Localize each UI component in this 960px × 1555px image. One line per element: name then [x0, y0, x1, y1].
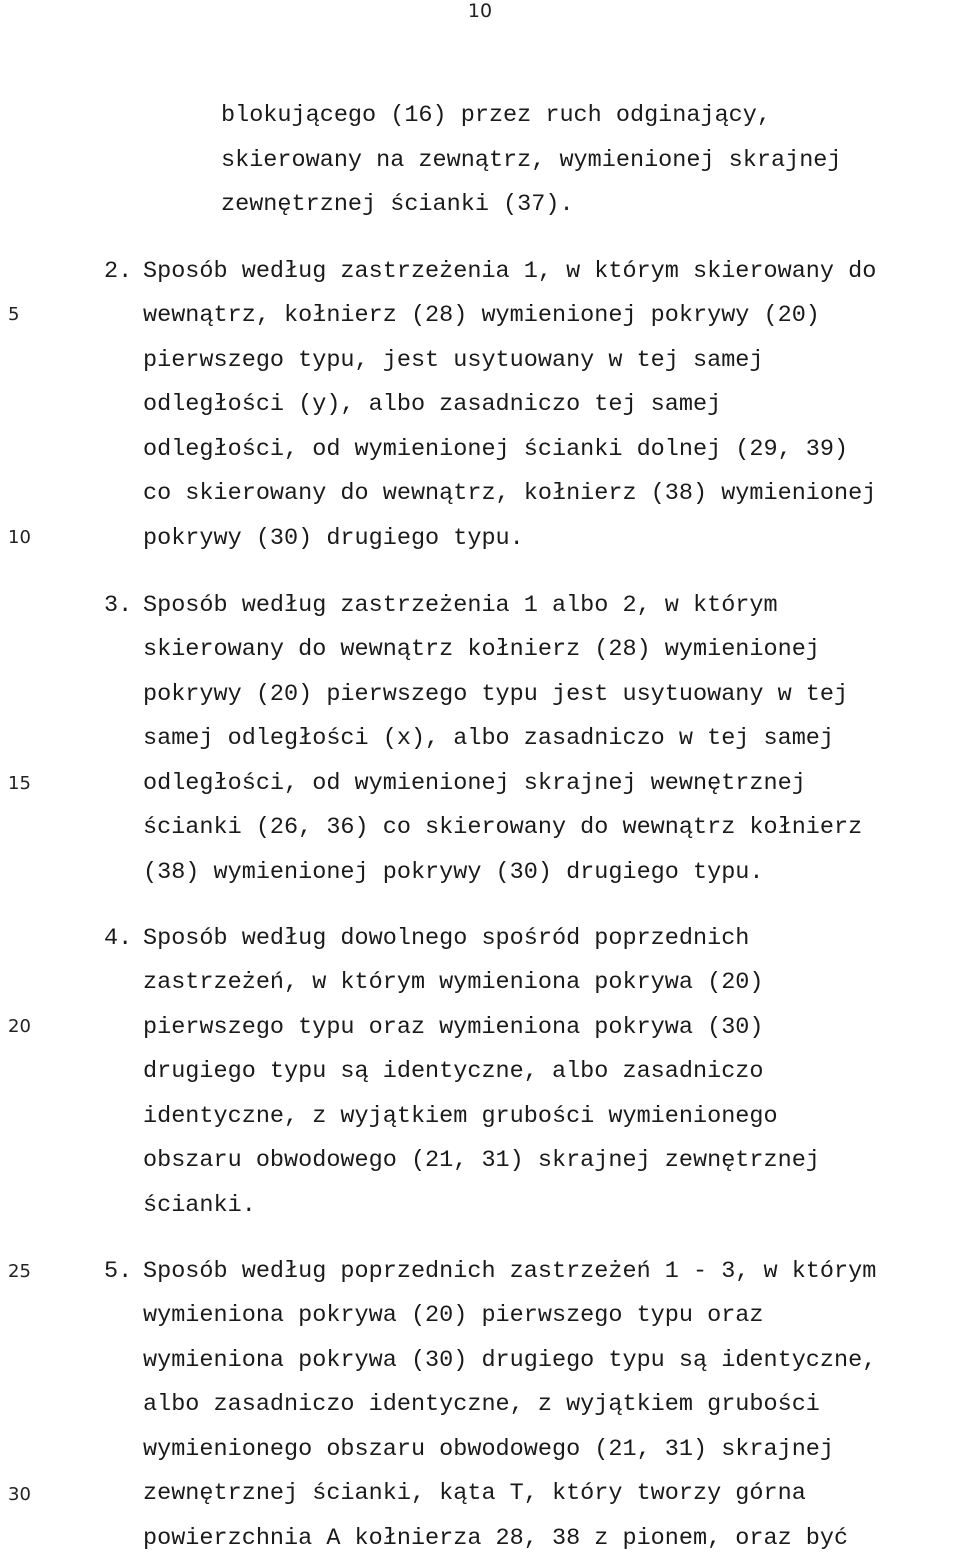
text-line: powierzchnia A kołnierza 28, 38 z pionem, oraz być — [143, 1525, 849, 1552]
text-line: blokującego (16) przez ruch odginający, — [221, 102, 771, 129]
text-line: Sposób według poprzednich zastrzeżeń 1 - 3, w którym — [143, 1258, 877, 1285]
claim-number: 5. — [104, 1258, 133, 1285]
claim-number: 2. — [104, 258, 133, 285]
text-line: zewnętrznej ścianki (37). — [221, 191, 574, 218]
text-line: co skierowany do wewnątrz, kołnierz (38) wymienionej — [143, 480, 877, 507]
text-line: pokrywy (20) pierwszego typu jest usytuowany w tej — [143, 681, 849, 708]
text-line: wymienionego obszaru obwodowego (21, 31) skrajnej — [143, 1436, 835, 1463]
text-line: wymieniona pokrywa (20) pierwszego typu oraz — [143, 1302, 764, 1329]
text-line: wewnątrz, kołnierz (28) wymienionej pokrywy (20) — [143, 302, 820, 329]
text-line: pierwszego typu, jest usytuowany w tej samej — [143, 347, 764, 374]
text-line: odległości, od wymienionej ścianki dolnej (29, 39) — [143, 436, 849, 463]
margin-line-number-25: 25 — [8, 1261, 31, 1282]
margin-line-number-20: 20 — [8, 1016, 31, 1037]
text-line: Sposób według zastrzeżenia 1 albo 2, w którym — [143, 592, 778, 619]
text-line: zewnętrznej ścianki, kąta T, który tworzy górna — [143, 1480, 806, 1507]
text-line: drugiego typu są identyczne, albo zasadniczo — [143, 1058, 764, 1085]
text-line: Sposób według dowolnego spośród poprzednich — [143, 925, 750, 952]
text-line: zastrzeżeń, w którym wymieniona pokrywa (20) — [143, 969, 764, 996]
claim-number: 4. — [104, 925, 133, 952]
text-line: odległości, od wymienionej skrajnej wewnętrznej — [143, 770, 806, 797]
text-line: ścianki. — [143, 1192, 256, 1219]
page-number: 10 — [467, 0, 493, 22]
text-line: Sposób według zastrzeżenia 1, w którym skierowany do — [143, 258, 877, 285]
text-line: samej odległości (x), albo zasadniczo w tej samej — [143, 725, 835, 752]
text-line: odległości (y), albo zasadniczo tej samej — [143, 391, 722, 418]
text-line: pierwszego typu oraz wymieniona pokrywa (30) — [143, 1014, 764, 1041]
text-line: skierowany do wewnątrz kołnierz (28) wymienionej — [143, 636, 820, 663]
text-line: albo zasadniczo identyczne, z wyjątkiem grubości — [143, 1391, 820, 1418]
text-line: obszaru obwodowego (21, 31) skrajnej zewnętrznej — [143, 1147, 820, 1174]
margin-line-number-30: 30 — [8, 1484, 31, 1505]
margin-line-number-15: 15 — [8, 773, 31, 794]
text-line: wymieniona pokrywa (30) drugiego typu są identyczne, — [143, 1347, 877, 1374]
text-line: identyczne, z wyjątkiem grubości wymienionego — [143, 1103, 778, 1130]
text-line: ścianki (26, 36) co skierowany do wewnątrz kołnierz — [143, 814, 863, 841]
margin-line-number-10: 10 — [8, 527, 31, 548]
text-line: (38) wymienionej pokrywy (30) drugiego typu. — [143, 859, 764, 886]
text-line: pokrywy (30) drugiego typu. — [143, 525, 524, 552]
text-line: skierowany na zewnątrz, wymienionej skrajnej — [221, 147, 842, 174]
claim-number: 3. — [104, 592, 133, 619]
margin-line-number-5: 5 — [8, 304, 20, 325]
